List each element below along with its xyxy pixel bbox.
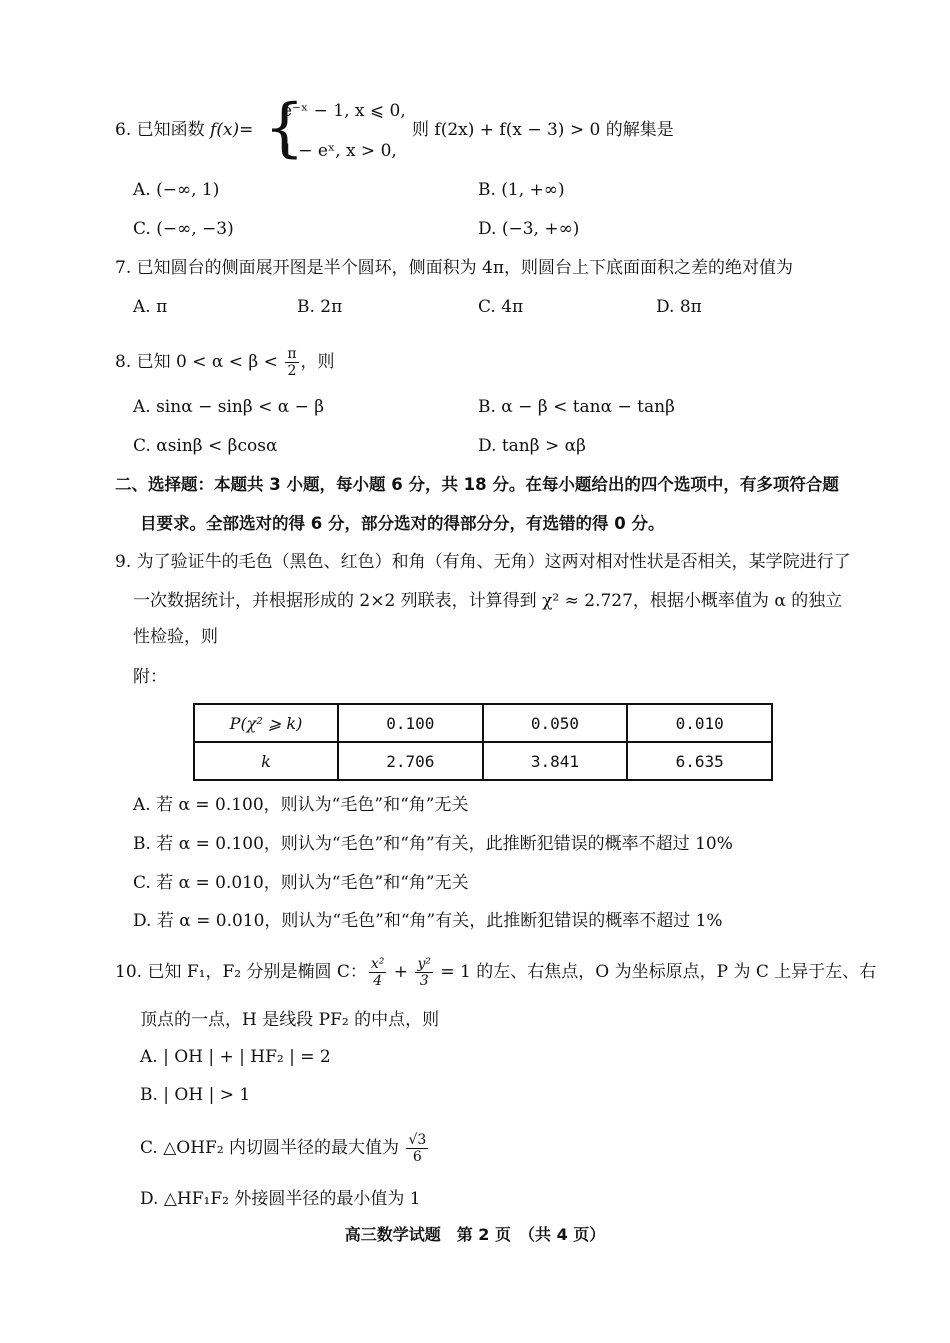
q6-option-d: D. (−3, +∞) [478,219,580,239]
q10-option-c [140,1128,430,1168]
q6-stem-suffix: 则 f(2x) + f(x − 3) > 0 的解集是 [412,120,674,140]
q7-option-d: D. 8π [656,297,702,317]
q8-option-c: C. αsinβ < βcosα [133,436,278,456]
q8-stem [115,344,335,380]
table-cell: 0.010 [627,704,772,742]
q6-piecewise-brace: { [264,91,305,165]
q9-option-b: B. 若 α = 0.100，则认为“毛色”和“角”有关，此推断犯错误的概率不超过 10% [133,834,733,854]
q8-stem-suffix: ，则 [300,352,335,372]
q6-stem-prefix: 6. 已知函数 [115,120,211,140]
table-row [194,704,772,742]
section2-heading-line2: 目要求。全部选对的得 6 分，部分选对的得部分分，有选错的得 0 分。 [140,514,665,533]
q8-pi-over-2-fraction [285,346,298,379]
table-cell: 3.841 [483,742,628,780]
q8-frac-num: π [287,346,297,362]
q8-option-a: A. sinα − sinβ < α − β [133,397,325,417]
q10-option-b: B. | OH | > 1 [140,1085,251,1105]
table-cell: P(χ² ⩾ k) [194,704,338,742]
q6-case2: 1 − eˣ, x > 0, [282,141,397,161]
table-cell: 2.706 [338,742,483,780]
q6-stem [115,118,253,142]
q10-option-a: A. | OH | + | HF₂ | = 2 [140,1047,331,1067]
q9-option-c: C. 若 α = 0.010，则认为“毛色”和“角”无关 [133,873,469,893]
table-cell: 0.100 [338,704,483,742]
q9-option-d: D. 若 α = 0.010，则认为“毛色”和“角”有关，此推断犯错误的概率不超过 1% [133,911,723,931]
table-cell: k [194,742,338,780]
q8-stem-prefix: 8. 已知 0 < α < β < [115,352,284,372]
q9-option-a: A. 若 α = 0.100，则认为“毛色”和“角”无关 [133,795,469,815]
q7-stem: 7. 已知圆台的侧面展开图是半个圆环，侧面积为 4π，则圆台上下底面面积之差的绝对值为 [115,258,794,278]
q10-stem-prefix: 10. 已知 F₁，F₂ 分别是椭圆 C： [115,962,367,982]
q6-option-b: B. (1, +∞) [478,180,565,200]
q10-option-d: D. △HF₁F₂ 外接圆半径的最小值为 1 [140,1189,421,1209]
q10-frac2-num: y² [417,956,431,972]
table-cell: 6.635 [627,742,772,780]
q10-plus: + [388,962,414,982]
page-footer: 高三数学试题 第 2 页 （共 4 页） [344,1225,606,1244]
q7-option-b: B. 2π [297,297,343,317]
table-row [194,742,772,780]
q6-case1: e⁻ˣ − 1, x ⩽ 0, [282,101,406,121]
q10-stem [115,953,876,991]
table-cell: 0.050 [483,704,628,742]
q6-option-c: C. (−∞, −3) [133,219,234,239]
q10-stem-suffix: = 1 的左、右焦点，O 为坐标原点，P 为 C 上异于左、右 [435,962,877,982]
q10-optc-num: √3 [408,1132,427,1148]
q10-x-squared-over-4 [369,956,387,989]
q6-option-a: A. (−∞, 1) [133,180,220,200]
q9-stem-line3: 性检验，则 [133,627,218,647]
q10-optc-den: 6 [412,1149,422,1165]
q10-frac2-den: 3 [419,973,429,989]
q10-sqrt3-over-6 [406,1132,428,1165]
q10-frac1-num: x² [370,956,385,972]
q9-critical-value-table [193,703,773,781]
q9-stem-line1: 9. 为了验证牛的毛色（黑色、红色）和角（有角、无角）这两对相对性状是否相关，某学院进行了 [115,552,851,572]
q10-y-squared-over-3 [415,956,433,989]
q9-appendix-label: 附： [133,667,167,687]
q10-frac1-den: 4 [373,973,383,989]
q10-stem-line2: 顶点的一点，H 是线段 PF₂ 的中点，则 [140,1010,440,1030]
q9-stem-line2: 一次数据统计，并根据形成的 2×2 列联表，计算得到 χ² ≈ 2.727，根据小概率值为 α 的独立 [133,591,843,611]
q8-option-d: D. tanβ > αβ [478,436,586,456]
q8-frac-den: 2 [287,363,297,379]
q6-fx: f(x)= [210,120,254,140]
section2-heading-line1: 二、选择题：本题共 3 小题，每小题 6 分，共 18 分。在每小题给出的四个选项中，有多项符合题 [115,475,839,494]
q10-option-c-text: C. △OHF₂ 内切圆半径的最大值为 [140,1138,405,1158]
q7-option-c: C. 4π [478,297,524,317]
q8-option-b: B. α − β < tanα − tanβ [478,397,675,417]
q7-option-a: A. π [133,297,168,317]
